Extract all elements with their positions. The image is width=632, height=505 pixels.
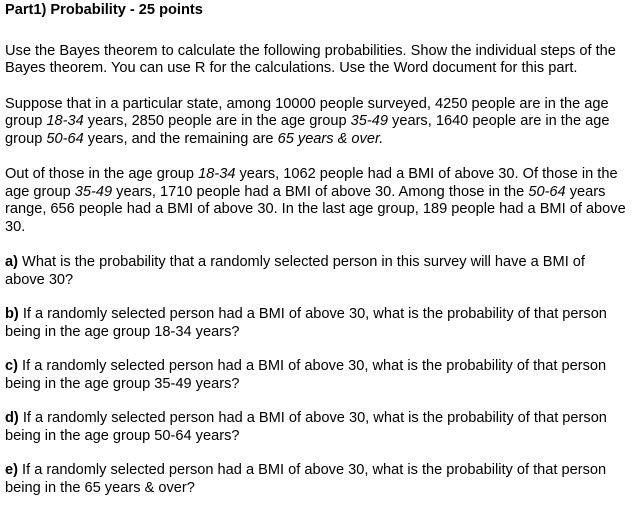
question-text: What is the probability that a randomly selected person in this survey will have a BMI of above 30? — [5, 254, 585, 288]
survey-text-4: years, and the remaining are — [83, 130, 278, 147]
survey-text-2: years, 2850 people are in the age group — [83, 113, 351, 129]
survey-text-1: Suppose that in a particular state, among 10000 people surveyed, 4250 people are in the age group — [5, 95, 609, 129]
question-label: a) — [5, 254, 18, 270]
age-group-35-49: 35-49 — [350, 113, 388, 129]
bmi-text-4: years range, 656 people had a BMI of above 30. In the last age group, 189 people had a BMI of above 30. — [5, 183, 626, 235]
question-c — [5, 358, 626, 393]
survey-text-3: years, 1640 people are in the age group — [5, 113, 610, 147]
section-title: Part1) Probability - 25 points — [5, 2, 203, 18]
bmi-age-group-18-34: 18-34 — [198, 166, 236, 182]
instructions-paragraph: Use the Bayes theorem to calculate the following probabilities. Show the individual steps of the Bayes theorem. You can use R for the calculations. Use the Word document for this part. — [5, 42, 616, 76]
question-a — [5, 254, 626, 289]
question-b — [5, 306, 626, 341]
question-label: e) — [5, 462, 18, 478]
question-text: If a randomly selected person had a BMI of above 30, what is the probability of that person being in the age group 50-64 years? — [5, 410, 607, 444]
question-text: If a randomly selected person had a BMI of above 30, what is the probability of that person being in the 65 years & over? — [5, 462, 607, 496]
age-group-50-64: 50-64 — [46, 130, 84, 147]
bmi-text-3: years, 1710 people had a BMI of above 30. Among those in the — [112, 183, 529, 200]
question-e — [5, 462, 626, 497]
bmi-paragraph — [5, 166, 626, 236]
bmi-text-1: Out of those in the age group — [5, 166, 199, 182]
bmi-text-2: years, 1062 people had a BMI of above 30. Of those in the age group — [5, 166, 618, 200]
question-d — [5, 410, 626, 445]
age-group-65-over: 65 years & over. — [277, 130, 384, 147]
question-label: b) — [5, 306, 19, 322]
bmi-age-group-50-64: 50-64 — [528, 183, 566, 200]
age-group-18-34: 18-34 — [46, 113, 84, 129]
question-label: d) — [5, 410, 19, 426]
question-text: If a randomly selected person had a BMI of above 30, what is the probability of that person being in the age group 18-34 years? — [5, 306, 607, 340]
survey-paragraph — [5, 96, 626, 149]
question-text: If a randomly selected person had a BMI of above 30, what is the probability of that person being in the age group 35-49 years? — [5, 358, 607, 392]
question-label: c) — [5, 358, 18, 374]
bmi-age-group-35-49: 35-49 — [74, 183, 113, 200]
